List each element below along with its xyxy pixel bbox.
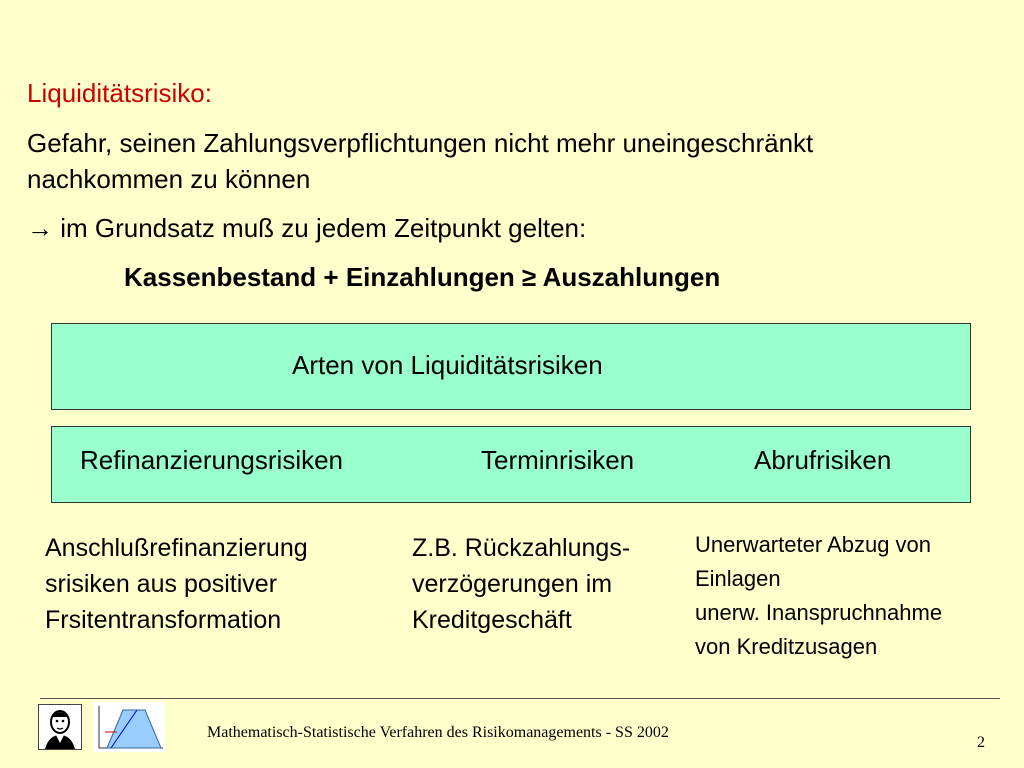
footer-text: Mathematisch-Statistische Verfahren des Risikomanagements - SS 2002 bbox=[207, 724, 669, 741]
desc-line: verzögerungen im bbox=[412, 570, 613, 598]
category-termin: Terminrisiken bbox=[481, 445, 635, 475]
footer-rule bbox=[40, 698, 1000, 699]
desc-line: Frsitentransformation bbox=[45, 606, 282, 634]
types-title: Arten von Liquiditätsrisiken bbox=[292, 350, 603, 380]
description-termin bbox=[412, 530, 630, 638]
portrait-logo-icon bbox=[38, 704, 82, 750]
desc-line: Kreditgeschäft bbox=[412, 606, 572, 634]
types-categories-box bbox=[51, 426, 971, 503]
definition-line-2: nachkommen zu können bbox=[27, 164, 311, 194]
desc-line: Unerwarteter Abzug von bbox=[695, 532, 932, 557]
description-refinanzierung bbox=[45, 530, 308, 638]
description-abruf bbox=[695, 528, 942, 664]
page-number: 2 bbox=[977, 734, 985, 751]
desc-line: Einlagen bbox=[695, 566, 781, 591]
desc-line: Anschlußrefinanzierung bbox=[45, 534, 308, 562]
desc-line: Z.B. Rückzahlungs- bbox=[412, 534, 631, 562]
desc-line: unerw. Inanspruchnahme bbox=[695, 600, 943, 625]
category-abruf: Abrufrisiken bbox=[754, 445, 892, 475]
slide-heading: Liquiditätsrisiko: bbox=[27, 78, 212, 108]
trapezoid-chart-logo-icon bbox=[93, 702, 165, 752]
category-refinanzierung: Refinanzierungsrisiken bbox=[80, 445, 344, 475]
types-title-box bbox=[51, 323, 971, 410]
liquidity-formula: Kassenbestand + Einzahlungen ≥ Auszahlungen bbox=[124, 262, 721, 292]
desc-line: srisiken aus positiver bbox=[45, 570, 278, 598]
definition-line-1: Gefahr, seinen Zahlungsverpflichtungen nicht mehr uneingeschränkt bbox=[27, 128, 814, 158]
principle-line: → im Grundsatz muß zu jedem Zeitpunkt gelten: bbox=[27, 213, 587, 243]
desc-line: von Kreditzusagen bbox=[695, 634, 878, 659]
